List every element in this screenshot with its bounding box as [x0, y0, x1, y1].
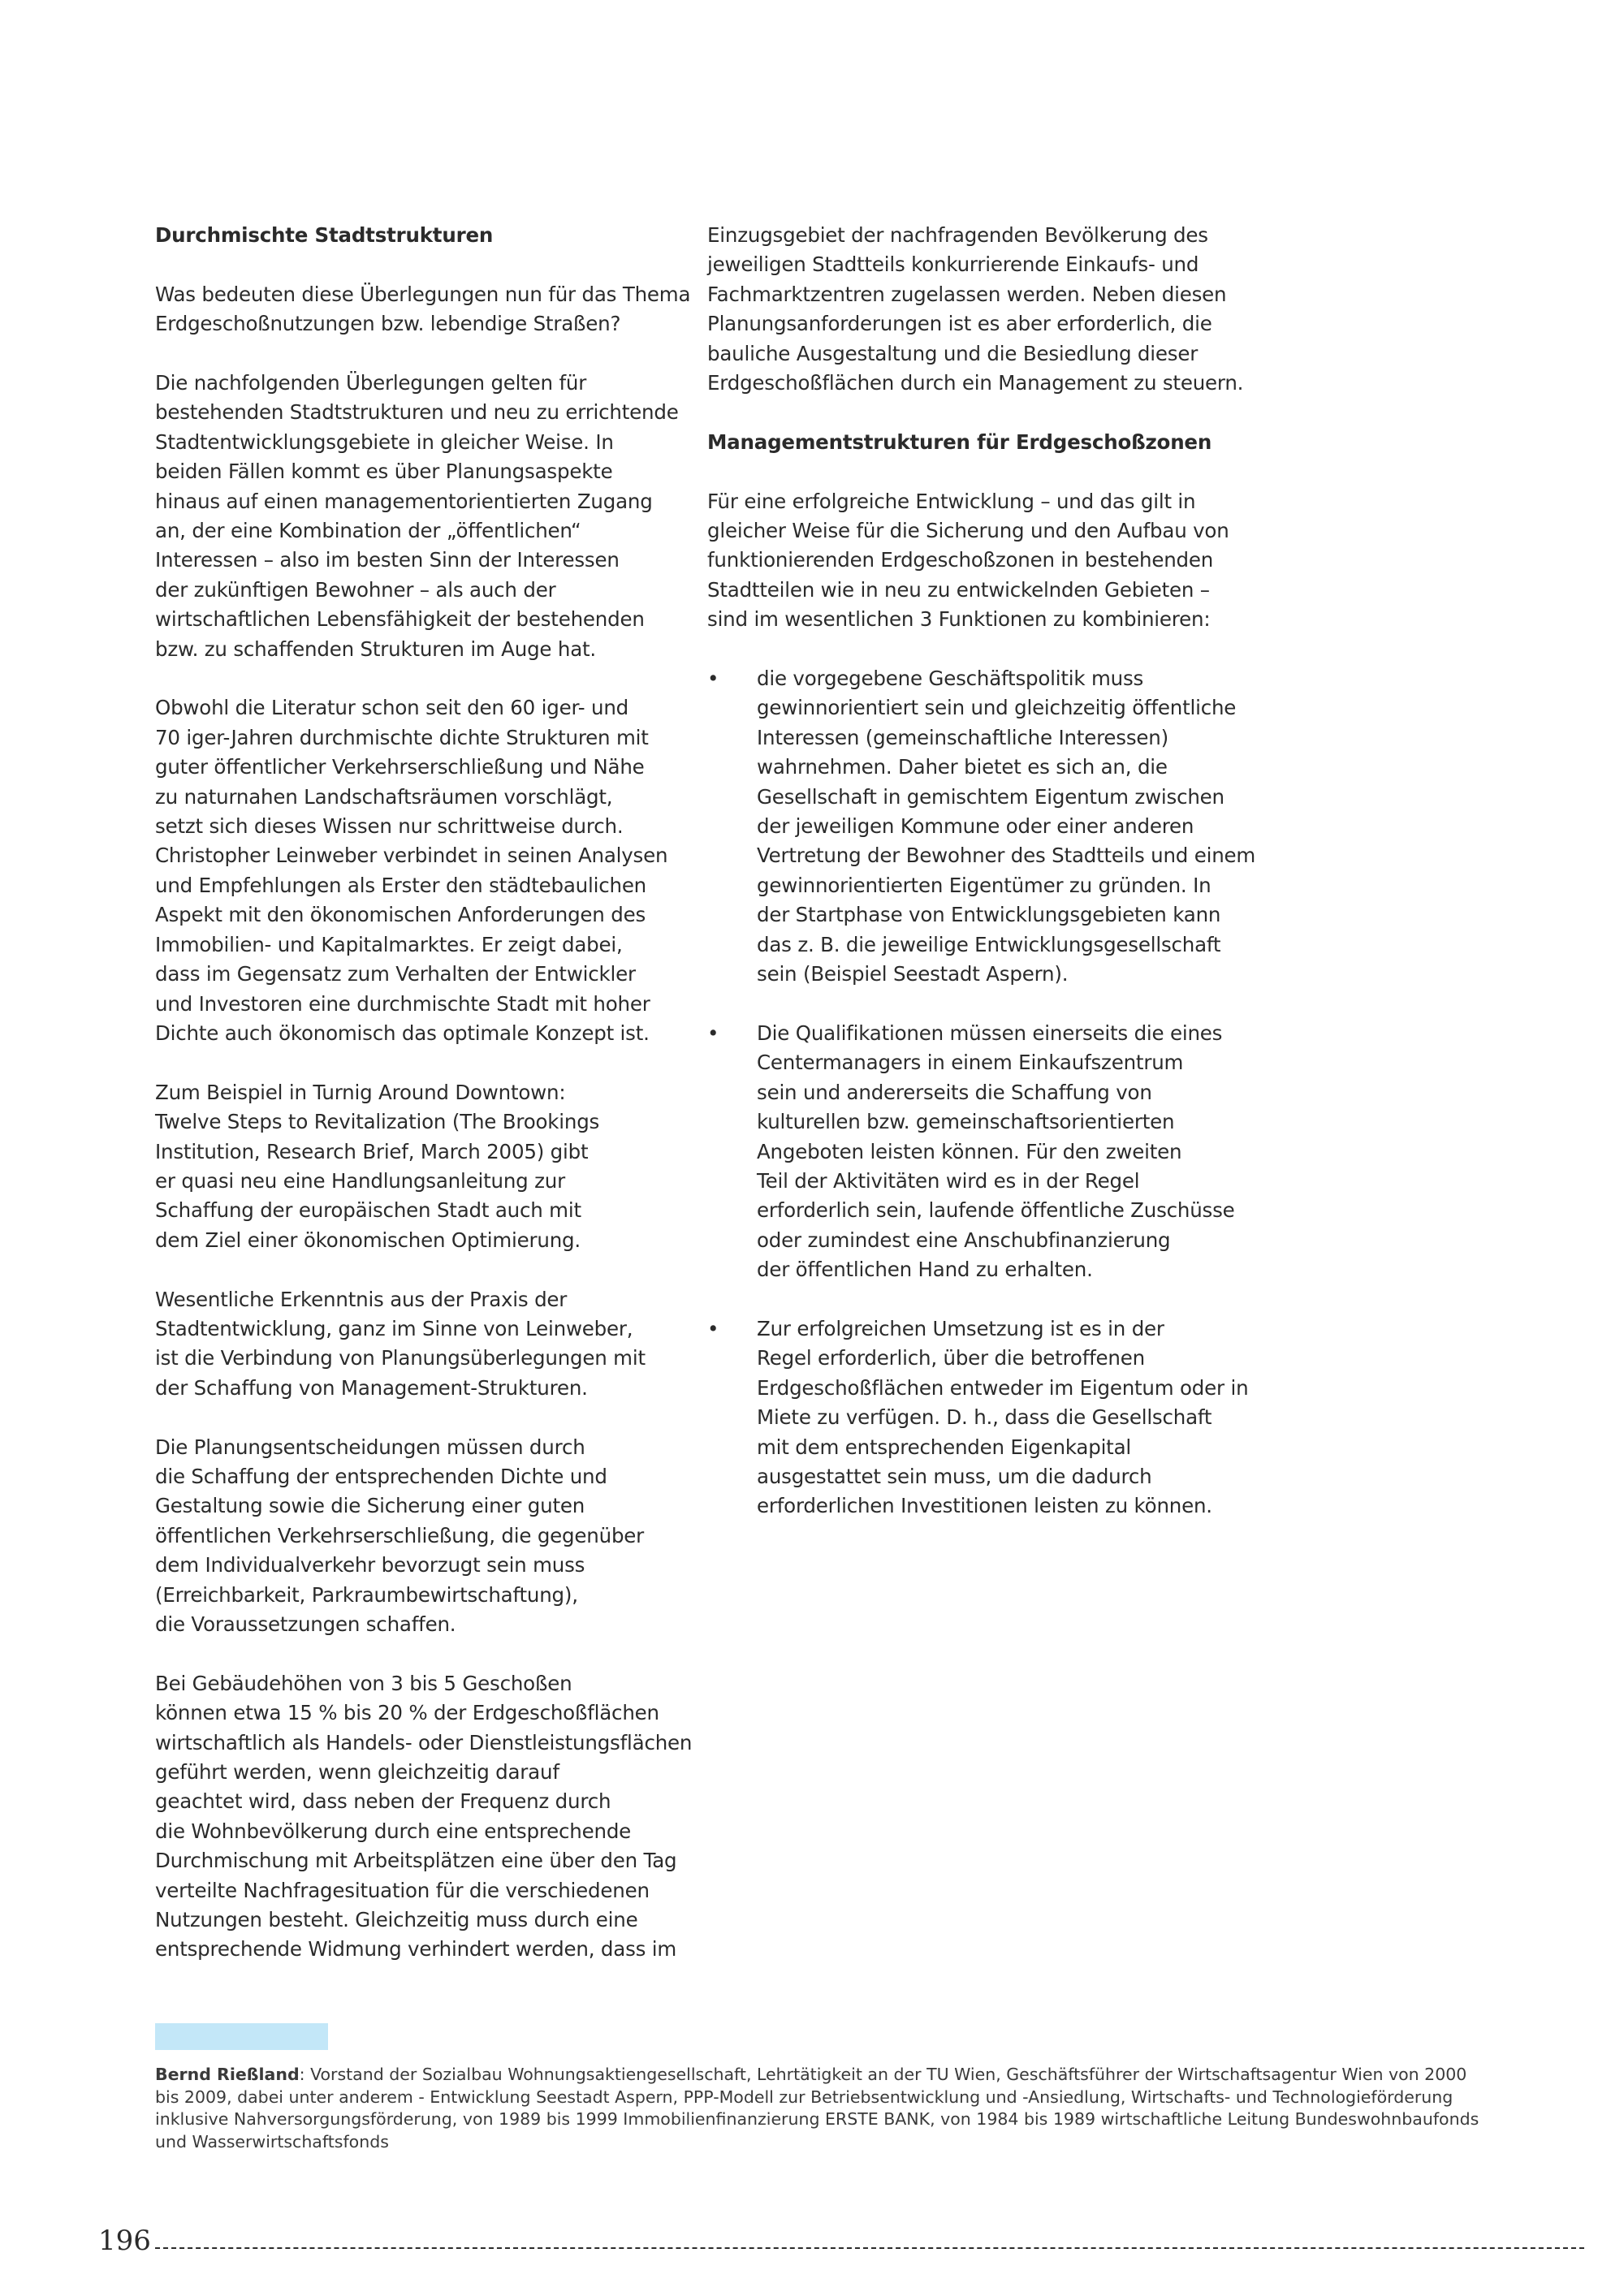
- text-line: die Voraussetzungen schaffen.: [155, 1612, 456, 1636]
- text-line: und Empfehlungen als Erster den städtebaulichen: [155, 873, 647, 897]
- text-line: funktionierenden Erdgeschoßzonen in bestehenden: [707, 548, 1214, 572]
- text-line: wirtschaftlich als Handels- oder Dienstleistungsflächen: [155, 1730, 693, 1754]
- text-line: gewinnorientierten Eigentümer zu gründen. In: [757, 873, 1212, 897]
- text-line: dem Individualverkehr bevorzugt sein muss: [155, 1553, 585, 1577]
- page-number: 196: [98, 2225, 151, 2257]
- text-line: Fachmarktzentren zugelassen werden. Neben diesen: [707, 282, 1227, 306]
- section-heading-managementstrukturen: Managementstrukturen für Erdgeschoßzonen: [707, 429, 1212, 454]
- text-line: sein (Beispiel Seestadt Aspern).: [757, 962, 1069, 986]
- text-line: geführt werden, wenn gleichzeitig darauf: [155, 1760, 559, 1785]
- text-line: an, der eine Kombination der „öffentlichen“: [155, 519, 581, 543]
- bullet-icon: •: [707, 1021, 719, 1045]
- text-line: Erdgeschoßflächen durch ein Management zu steuern.: [707, 371, 1244, 395]
- text-line: Erdgeschoßflächen entweder im Eigentum oder in: [757, 1375, 1249, 1400]
- text-line: wirtschaftlichen Lebensfähigkeit der bestehenden: [155, 607, 645, 632]
- text-line: Gestaltung sowie die Sicherung einer guten: [155, 1494, 585, 1518]
- body-paragraph: [155, 369, 691, 664]
- text-line: Gesellschaft in gemischtem Eigentum zwischen: [757, 784, 1224, 809]
- text-line: Vertretung der Bewohner des Stadtteils und einem: [757, 844, 1256, 868]
- section-heading-durchmischte-stadtstrukturen: Durchmischte Stadtstrukturen: [155, 223, 494, 247]
- text-line: öffentlichen Verkehrserschließung, die gegenüber: [155, 1523, 645, 1547]
- footnote-accent-bar: [155, 2023, 328, 2050]
- text-line: bestehenden Stadtstrukturen und neu zu errichtende: [155, 400, 679, 425]
- text-line: Die nachfolgenden Überlegungen gelten für: [155, 371, 587, 395]
- text-line: der öffentlichen Hand zu erhalten.: [757, 1258, 1093, 1282]
- body-paragraph: [155, 280, 691, 339]
- text-line: Interessen – also im besten Sinn der Interessen: [155, 548, 620, 572]
- text-line: Wesentliche Erkenntnis aus der Praxis der: [155, 1287, 568, 1311]
- text-line: die Wohnbevölkerung durch eine entsprechende: [155, 1819, 632, 1843]
- text-line: verteilte Nachfragesituation für die verschiedenen: [155, 1878, 650, 1902]
- left-paragraphs: [155, 280, 691, 1965]
- text-line: Institution, Research Brief, March 2005) gibt: [155, 1139, 589, 1163]
- text-line: der zukünftigen Bewohner – als auch der: [155, 577, 556, 602]
- text-line: hinaus auf einen managementorientierten Zugang: [155, 489, 653, 513]
- text-line: Die Planungsentscheidungen müssen durch: [155, 1435, 585, 1459]
- bullet-item: [707, 664, 1259, 989]
- text-line: (Erreichbarkeit, Parkraumbewirtschaftung),: [155, 1582, 578, 1607]
- text-line: die Schaffung der entsprechenden Dichte und: [155, 1464, 607, 1488]
- author-name: Bernd Rießland: [155, 2065, 300, 2084]
- text-line: jeweiligen Stadtteils konkurrierende Einkaufs- und: [707, 252, 1199, 277]
- body-paragraph: [155, 693, 691, 1048]
- text-line: 70 iger-Jahren durchmischte dichte Strukturen mit: [155, 725, 649, 749]
- text-line: gleicher Weise für die Sicherung und den Aufbau von: [707, 519, 1229, 543]
- bullet-item: [707, 1314, 1259, 1521]
- text-line: Interessen (gemeinschaftliche Interessen): [757, 725, 1168, 749]
- text-line: beiden Fällen kommt es über Planungsaspekte: [155, 460, 613, 484]
- text-line: sind im wesentlichen 3 Funktionen zu kombinieren:: [707, 607, 1211, 632]
- body-paragraph: [155, 1669, 691, 1965]
- text-line: Stadtentwicklungsgebiete in gleicher Weise. In: [155, 429, 614, 454]
- text-line: oder zumindest eine Anschubfinanzierung: [757, 1228, 1171, 1252]
- text-line: der jeweiligen Kommune oder einer anderen: [757, 814, 1194, 839]
- text-line: Zum Beispiel in Turnig Around Downtown:: [155, 1080, 566, 1104]
- bullet-icon: •: [707, 667, 719, 691]
- body-paragraph: [155, 1285, 691, 1404]
- text-line: guter öffentlicher Verkehrserschließung und Nähe: [155, 755, 645, 779]
- text-line: er quasi neu eine Handlungsanleitung zur: [155, 1168, 565, 1193]
- text-line: Regel erforderlich, über die betroffenen: [757, 1346, 1145, 1370]
- footnote-first-line-text: : Vorstand der Sozialbau Wohnungsaktiengesellschaft, Lehrtätigkeit an der TU Wien, Geschäftsführer der Wirtschaftsagentur Wien von 2000: [299, 2065, 1467, 2084]
- text-line: ist die Verbindung von Planungsüberlegungen mit: [155, 1346, 646, 1370]
- intro-paragraph: [707, 487, 1259, 635]
- text-line: Christopher Leinweber verbindet in seinen Analysen: [155, 844, 668, 868]
- text-line: Für eine erfolgreiche Entwicklung – und das gilt in: [707, 489, 1196, 513]
- text-line: bauliche Ausgestaltung und die Besiedlung dieser: [707, 341, 1199, 365]
- text-line: Was bedeuten diese Überlegungen nun für das Thema: [155, 282, 691, 306]
- text-line: und Wasserwirtschaftsfonds: [155, 2131, 389, 2151]
- text-line: Centermanagers in einem Einkaufszentrum: [757, 1051, 1184, 1075]
- function-bullet-list: [707, 664, 1259, 1521]
- text-line: Obwohl die Literatur schon seit den 60 iger- und: [155, 696, 629, 720]
- text-line: Dichte auch ökonomisch das optimale Konzept ist.: [155, 1021, 650, 1045]
- footer-dashed-rule: [155, 2247, 1584, 2249]
- author-footnote: [155, 2064, 1535, 2153]
- right-column: [707, 221, 1259, 1551]
- text-line: mit dem entsprechenden Eigenkapital: [757, 1435, 1132, 1459]
- text-line: Angeboten leisten können. Für den zweiten: [757, 1139, 1182, 1163]
- text-line: Miete zu verfügen. D. h., dass die Gesellschaft: [757, 1405, 1212, 1430]
- footnote-first-line: [155, 2064, 1535, 2087]
- left-column: [155, 221, 691, 1994]
- text-line: Durchmischung mit Arbeitsplätzen eine über den Tag: [155, 1849, 677, 1873]
- text-line: Teil der Aktivitäten wird es in der Regel: [757, 1168, 1140, 1193]
- text-line: Immobilien- und Kapitalmarktes. Er zeigt dabei,: [155, 932, 623, 956]
- text-line: die vorgegebene Geschäftspolitik muss: [757, 667, 1144, 691]
- bullet-item: [707, 1019, 1259, 1285]
- text-line: Aspekt mit den ökonomischen Anforderungen des: [155, 903, 646, 927]
- text-line: inklusive Nahversorgungsförderung, von 1989 bis 1999 Immobilienfinanzierung ERSTE BANK, von 1984 bis 1989 wirtschaftliche Leitung Bundeswohnbaufonds: [155, 2109, 1479, 2129]
- text-line: dem Ziel einer ökonomischen Optimierung.: [155, 1228, 581, 1252]
- text-line: der Startphase von Entwicklungsgebieten kann: [757, 903, 1221, 927]
- text-line: Zur erfolgreichen Umsetzung ist es in der: [757, 1316, 1164, 1340]
- continuation-paragraph: [707, 221, 1259, 398]
- text-line: zu naturnahen Landschaftsräumen vorschlägt,: [155, 784, 613, 809]
- text-line: können etwa 15 % bis 20 % der Erdgeschoßflächen: [155, 1701, 659, 1725]
- text-line: kulturellen bzw. gemeinschaftsorientierten: [757, 1110, 1175, 1134]
- text-line: gewinnorientiert sein und gleichzeitig öffentliche: [757, 696, 1237, 720]
- text-line: sein und andererseits die Schaffung von: [757, 1080, 1152, 1104]
- body-paragraph: [155, 1078, 691, 1255]
- footnote-more-lines: [155, 2087, 1535, 2154]
- text-line: Stadtentwicklung, ganz im Sinne von Leinweber,: [155, 1316, 633, 1340]
- text-line: geachtet wird, dass neben der Frequenz durch: [155, 1789, 611, 1814]
- text-line: erforderlichen Investitionen leisten zu können.: [757, 1494, 1212, 1518]
- text-line: Schaffung der europäischen Stadt auch mit: [155, 1198, 581, 1223]
- text-line: entsprechende Widmung verhindert werden, dass im: [155, 1937, 677, 1962]
- text-line: setzt sich dieses Wissen nur schrittweise durch.: [155, 814, 624, 839]
- text-line: Planungsanforderungen ist es aber erforderlich, die: [707, 312, 1212, 336]
- text-line: ausgestattet sein muss, um die dadurch: [757, 1464, 1152, 1488]
- text-line: wahrnehmen. Daher bietet es sich an, die: [757, 755, 1168, 779]
- text-line: bis 2009, dabei unter anderem - Entwicklung Seestadt Aspern, PPP-Modell zur Betriebsentwicklung und -Ansiedlung, Wirtschafts- und Technologieförderung: [155, 2087, 1453, 2107]
- text-line: Einzugsgebiet der nachfragenden Bevölkerung des: [707, 223, 1208, 247]
- text-line: Nutzungen besteht. Gleichzeitig muss durch eine: [155, 1908, 638, 1932]
- text-line: Die Qualifikationen müssen einerseits die eines: [757, 1021, 1223, 1045]
- text-line: und Investoren eine durchmischte Stadt mit hoher: [155, 991, 650, 1016]
- text-line: Twelve Steps to Revitalization (The Brookings: [155, 1110, 600, 1134]
- text-line: das z. B. die jeweilige Entwicklungsgesellschaft: [757, 932, 1221, 956]
- text-line: erforderlich sein, laufende öffentliche Zuschüsse: [757, 1198, 1235, 1223]
- text-line: bzw. zu schaffenden Strukturen im Auge hat.: [155, 637, 597, 661]
- text-line: Bei Gebäudehöhen von 3 bis 5 Geschoßen: [155, 1671, 572, 1695]
- text-line: der Schaffung von Management-Strukturen.: [155, 1375, 588, 1400]
- text-line: dass im Gegensatz zum Verhalten der Entwickler: [155, 962, 636, 986]
- bullet-icon: •: [707, 1316, 719, 1340]
- body-paragraph: [155, 1433, 691, 1640]
- text-line: Erdgeschoßnutzungen bzw. lebendige Straßen?: [155, 312, 621, 336]
- text-line: Stadtteilen wie in neu zu entwickelnden Gebieten –: [707, 577, 1210, 602]
